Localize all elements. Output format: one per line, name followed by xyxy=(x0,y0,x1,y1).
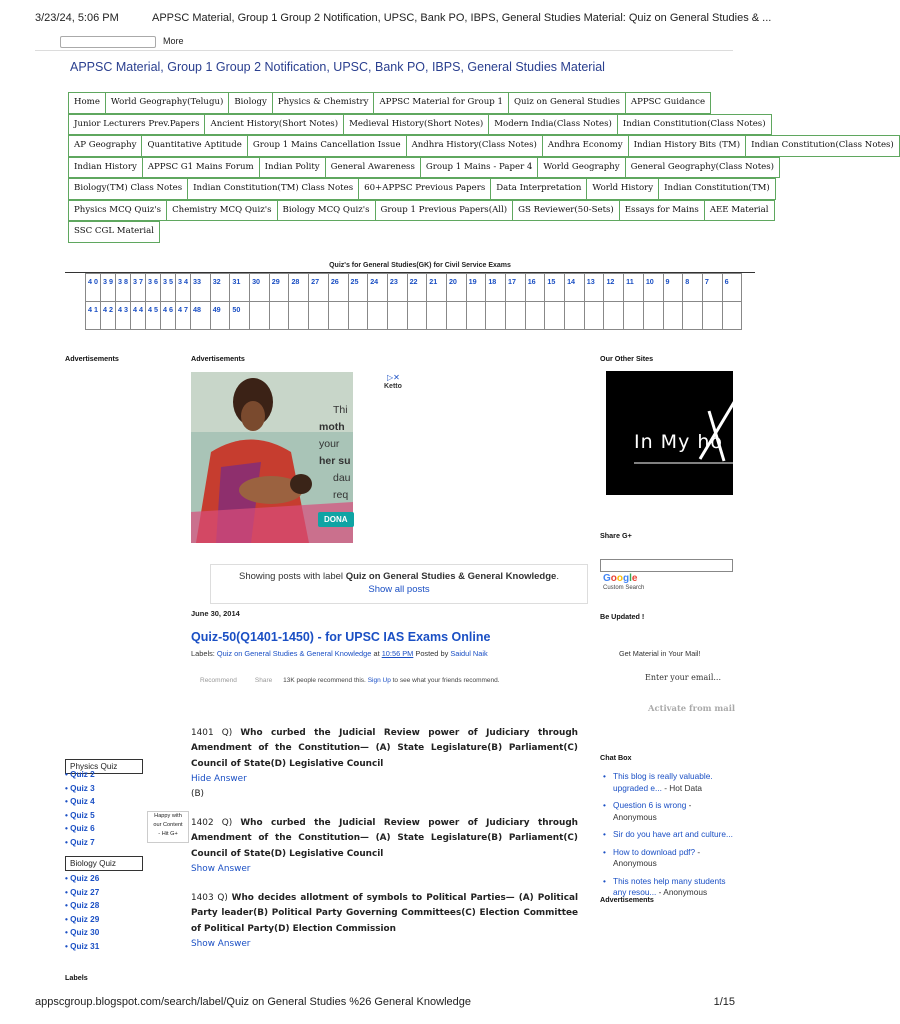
page-tab[interactable]: World Geography(Telugu) xyxy=(105,92,228,114)
in-my-home-logo[interactable] xyxy=(606,371,733,495)
quiz-grid-cell[interactable]: 4 4 xyxy=(131,302,146,330)
quiz-grid-cell xyxy=(309,302,329,330)
quiz-link[interactable]: • Quiz 5 xyxy=(65,811,95,825)
google-logo: Google xyxy=(603,573,638,584)
quiz-grid-cell[interactable]: 20 xyxy=(446,274,466,302)
quiz-grid-cell[interactable]: 24 xyxy=(368,274,388,302)
page-tab[interactable]: Chemistry MCQ Quiz's xyxy=(166,200,276,222)
page-tab[interactable]: Junior Lecturers Prev.Papers xyxy=(68,114,204,136)
quiz-link[interactable]: • Quiz 6 xyxy=(65,824,95,838)
quiz-grid-cell xyxy=(348,302,368,330)
chat-item xyxy=(600,847,733,870)
chat-message-link[interactable]: This notes help many students any resou... xyxy=(613,875,726,897)
page-tab[interactable]: SSC CGL Material xyxy=(68,221,160,243)
quiz-grid-cell[interactable]: 3 6 xyxy=(146,274,161,302)
center-ads-heading: Advertisements xyxy=(191,354,245,363)
quiz-link[interactable]: • Quiz 2 xyxy=(65,770,95,784)
recommend-bar xyxy=(200,677,500,684)
quiz-link[interactable]: • Quiz 7 xyxy=(65,838,95,852)
happy-line: Happy with xyxy=(154,813,182,819)
page-tab[interactable]: Home xyxy=(68,92,105,114)
biology-quiz-list xyxy=(65,874,99,956)
question-item xyxy=(191,726,578,802)
tab-row xyxy=(68,178,770,200)
email-input[interactable]: Enter your email... xyxy=(645,673,721,682)
quiz-grid-cell[interactable]: 3 9 xyxy=(101,274,116,302)
quiz-grid-cell xyxy=(407,302,427,330)
quiz-grid-cell[interactable]: 12 xyxy=(604,274,624,302)
page-tab[interactable]: Indian Polity xyxy=(259,157,325,179)
quiz-grid-cell[interactable]: 13 xyxy=(584,274,604,302)
quiz-grid-cell xyxy=(427,302,447,330)
question-number: 1401 Q) xyxy=(191,728,233,738)
tab-row xyxy=(68,157,775,179)
quiz-grid-cell xyxy=(269,302,289,330)
chat-item xyxy=(600,829,733,841)
post-title[interactable]: Quiz-50(Q1401-1450) - for UPSC IAS Exams Online xyxy=(191,630,491,644)
ad-text-line: Thi xyxy=(333,404,348,416)
quiz-grid-cell[interactable]: 18 xyxy=(486,274,506,302)
quiz-grid-cell[interactable]: 48 xyxy=(191,302,211,330)
chat-message-link[interactable]: Sir do you have art and culture... xyxy=(613,829,733,839)
print-url: appscgroup.blogspot.com/search/label/Quiz on General Studies %26 General Knowledge xyxy=(35,996,471,1008)
page-tab[interactable]: Biology MCQ Quiz's xyxy=(277,200,375,222)
label-filter-box xyxy=(210,564,588,604)
recommend-count: 13K people recommend this. xyxy=(283,677,366,684)
quiz-grid-cell[interactable]: 4 5 xyxy=(146,302,161,330)
page-tab[interactable]: Physics MCQ Quiz's xyxy=(68,200,166,222)
custom-search-input[interactable] xyxy=(600,559,733,572)
print-footer xyxy=(0,996,768,1012)
chat-item xyxy=(600,800,733,823)
quiz-grid-cell xyxy=(722,302,742,330)
question-number: 1403 Q) xyxy=(191,893,228,903)
post-labels xyxy=(191,649,488,658)
quiz-grid-cell[interactable]: 11 xyxy=(624,274,644,302)
quiz-grid-cell[interactable]: 17 xyxy=(506,274,526,302)
quiz-link[interactable]: • Quiz 26 xyxy=(65,874,99,888)
quiz-grid-cell xyxy=(604,302,624,330)
be-updated-heading: Be Updated ! xyxy=(600,612,645,621)
blogger-navbar xyxy=(35,33,733,51)
quiz-grid-cell xyxy=(506,302,526,330)
post-date: June 30, 2014 xyxy=(191,609,240,618)
activate-button[interactable]: Activate from mail xyxy=(648,703,736,713)
page-tab[interactable]: Indian Constitution(Class Notes) xyxy=(617,114,772,136)
quiz-grid-cell[interactable]: 30 xyxy=(250,274,270,302)
quiz-link[interactable]: • Quiz 27 xyxy=(65,888,99,902)
quiz-grid-cell[interactable]: 16 xyxy=(525,274,545,302)
ad-donate-button[interactable]: DONA xyxy=(318,512,354,527)
quiz-grid-cell[interactable]: 3 7 xyxy=(131,274,146,302)
quiz-grid-cell[interactable]: 9 xyxy=(663,274,683,302)
page-tab[interactable]: World History xyxy=(586,178,658,200)
quiz-grid-cell[interactable]: 31 xyxy=(230,274,250,302)
ad-banner[interactable] xyxy=(191,372,409,543)
question-item xyxy=(191,891,578,952)
page-tab[interactable]: APPSC Guidance xyxy=(625,92,711,114)
page-tab[interactable]: Quiz on General Studies xyxy=(508,92,625,114)
happy-line: our Content xyxy=(153,822,183,828)
quiz-grid-cell[interactable]: 10 xyxy=(643,274,663,302)
recommend-button[interactable]: Recommend xyxy=(200,677,237,684)
left-ads-heading: Advertisements xyxy=(65,354,119,363)
page-tab[interactable]: Indian History Bits (TM) xyxy=(628,135,745,157)
quiz-grid-cell[interactable]: 23 xyxy=(387,274,407,302)
question-text: Who curbed the Judicial Review power of Judiciary through Amendment of the Constitution— (A) State Legislature(B) Parliament(C) Council of State(D) Legislative Council xyxy=(191,818,579,859)
page-tab[interactable]: Group 1 Previous Papers(All) xyxy=(375,200,513,222)
chat-list xyxy=(600,771,733,905)
quiz-grid-cell[interactable]: 49 xyxy=(210,302,230,330)
page-tab[interactable]: Andhra History(Class Notes) xyxy=(406,135,542,157)
quiz-grid-cell xyxy=(663,302,683,330)
other-sites-heading: Our Other Sites xyxy=(600,354,654,363)
ad-text-line: moth xyxy=(319,421,345,433)
happy-gplus-widget[interactable] xyxy=(147,811,189,843)
question-text: Who decides allotment of symbols to Political Parties— (A) Political Party leader(B) Political Party Governing Committees(C) Election Committee of Political Party(D) Election Commission xyxy=(191,893,579,934)
ad-photo xyxy=(191,372,409,543)
print-title: APPSC Material, Group 1 Group 2 Notification, UPSC, Bank PO, IBPS, General Studies Material: Quiz on General Studies & ... xyxy=(152,12,772,24)
quiz-grid-cell xyxy=(525,302,545,330)
show-answer-button[interactable]: Show Answer xyxy=(191,938,251,949)
quiz-grid-cell xyxy=(250,302,270,330)
quiz-grid-cell xyxy=(368,302,388,330)
page-tab[interactable]: General Awareness xyxy=(325,157,420,179)
quiz-grid-cell[interactable]: 22 xyxy=(407,274,427,302)
right-ads-heading: Advertisements xyxy=(600,895,654,904)
quiz-grid-cell[interactable]: 26 xyxy=(328,274,348,302)
ad-sponsor-label: Ketto xyxy=(384,383,402,390)
quiz-grid-cell[interactable]: 4 6 xyxy=(161,302,176,330)
page-tabs xyxy=(68,92,894,242)
question-answer: (B) xyxy=(191,789,205,800)
quiz-grid-cell[interactable]: 3 5 xyxy=(161,274,176,302)
page-tab[interactable]: Ancient History(Short Notes) xyxy=(204,114,343,136)
page-tab[interactable]: General Geography(Class Notes) xyxy=(625,157,780,179)
page-tab[interactable]: Biology xyxy=(228,92,272,114)
page-tab[interactable]: Indian History xyxy=(68,157,142,179)
quiz-link[interactable]: • Quiz 28 xyxy=(65,901,99,915)
chat-author: - Hot Data xyxy=(664,782,703,793)
question-text: Who curbed the Judicial Review power of Judiciary through Amendment of the Constitution— (A) State Legislature(B) Parliament(C) Council of State(D) Legislative Council xyxy=(191,728,579,769)
quiz-grid-cell xyxy=(387,302,407,330)
quiz-grid-cell xyxy=(486,302,506,330)
quiz-grid-cell[interactable]: 28 xyxy=(289,274,309,302)
quiz-grid-cell[interactable]: 25 xyxy=(348,274,368,302)
quiz-grid-cell[interactable]: 19 xyxy=(466,274,486,302)
quiz-grid-cell[interactable]: 8 xyxy=(683,274,703,302)
share-button[interactable]: Share xyxy=(254,677,273,684)
navbar-more-link[interactable]: More xyxy=(163,36,184,46)
page-tab[interactable]: APPSC G1 Mains Forum xyxy=(142,157,259,179)
quiz-link[interactable]: • Quiz 31 xyxy=(65,942,99,956)
chat-author: - Anonymous xyxy=(658,887,708,897)
blog-title[interactable]: APPSC Material, Group 1 Group 2 Notification, UPSC, Bank PO, IBPS, General Studies Material xyxy=(70,60,605,74)
page-tab[interactable]: World Geography xyxy=(537,157,624,179)
page-tab[interactable]: GS Reviewer(50-Sets) xyxy=(512,200,619,222)
page-tab[interactable]: Indian Constitution(TM) Class Notes xyxy=(187,178,358,200)
quiz-grid-table xyxy=(85,273,742,330)
label-filter-text xyxy=(211,571,587,582)
page-tab[interactable]: Indian Constitution(TM) xyxy=(658,178,776,200)
label-prefix: Showing posts with label xyxy=(239,571,344,582)
quiz-grid-cell[interactable]: 29 xyxy=(269,274,289,302)
chat-message-link[interactable]: Question 6 is wrong xyxy=(613,800,687,810)
page-tab[interactable]: Essays for Mains xyxy=(619,200,704,222)
page-tab[interactable]: Group 1 Mains Cancellation Issue xyxy=(247,135,406,157)
biology-quiz-heading: Biology Quiz xyxy=(65,856,143,871)
biology-list-clip xyxy=(65,874,155,954)
post-time-link[interactable]: 10:56 PM xyxy=(381,649,414,658)
print-page: 1/15 xyxy=(713,996,735,1008)
ad-text-line: req xyxy=(333,489,349,501)
post-author-link[interactable]: Saidul Naik xyxy=(450,649,488,658)
quiz-grid-cell[interactable]: 27 xyxy=(309,274,329,302)
print-header xyxy=(0,12,772,28)
quiz-grid-cell xyxy=(466,302,486,330)
quiz-grid-cell xyxy=(328,302,348,330)
navbar-search-input[interactable] xyxy=(60,36,156,48)
question-number: 1402 Q) xyxy=(191,818,233,828)
custom-search-label: Custom Search xyxy=(603,585,645,591)
tab-row xyxy=(68,135,894,157)
quiz-grid-cell xyxy=(565,302,585,330)
tab-row xyxy=(68,221,733,243)
physics-quiz-heading: Physics Quiz xyxy=(65,759,143,774)
physics-quiz-list xyxy=(65,770,95,852)
quiz-grid-cell xyxy=(584,302,604,330)
page-tab[interactable]: AP Geography xyxy=(68,135,141,157)
quiz-grid-cell xyxy=(624,302,644,330)
page-tab[interactable]: Data Interpretation xyxy=(490,178,586,200)
ad-text-line: dau xyxy=(333,472,351,484)
chat-box-heading: Chat Box xyxy=(600,753,632,762)
tab-row xyxy=(68,114,766,136)
quiz-grid-cell[interactable]: 14 xyxy=(565,274,585,302)
page-tab[interactable]: AEE Material xyxy=(704,200,775,222)
quiz-grid-cell[interactable]: 7 xyxy=(702,274,722,302)
label-suffix: . xyxy=(556,571,559,582)
quiz-grid-cell[interactable]: 3 8 xyxy=(116,274,131,302)
quiz-grid-cell xyxy=(446,302,466,330)
chat-message-link[interactable]: This blog is really valuable. upgraded e... xyxy=(613,771,713,793)
page-tab[interactable]: Medieval History(Short Notes) xyxy=(343,114,488,136)
tab-row xyxy=(68,200,769,222)
page-tab[interactable]: APPSC Material for Group 1 xyxy=(373,92,507,114)
page-tab[interactable]: Andhra Economy xyxy=(542,135,628,157)
quiz-grid-cell[interactable]: 4 1 xyxy=(86,302,101,330)
hide-answer-button[interactable]: Hide Answer xyxy=(191,773,247,784)
ad-text xyxy=(319,402,351,504)
quiz-grid-cell[interactable]: 6 xyxy=(722,274,742,302)
quiz-grid-row xyxy=(86,302,742,330)
happy-line: - Hit G+ xyxy=(158,831,178,837)
chat-author: - Anonymous xyxy=(613,800,692,822)
chat-author: - Anonymous xyxy=(613,846,701,868)
labels-prefix: Labels: xyxy=(191,649,215,658)
quiz-grid xyxy=(85,259,733,332)
quiz-link[interactable]: • Quiz 3 xyxy=(65,784,95,798)
post-at: at xyxy=(373,649,380,658)
page-tab[interactable]: Quantitative Aptitude xyxy=(141,135,246,157)
label-name: Quiz on General Studies & General Knowledge xyxy=(345,571,557,582)
show-all-posts-link[interactable]: Show all posts xyxy=(368,584,430,595)
chat-message-link[interactable]: How to download pdf? xyxy=(613,846,696,857)
chat-item xyxy=(600,771,733,794)
quiz-grid-cell xyxy=(289,302,309,330)
page-tab[interactable]: Modern India(Class Notes) xyxy=(488,114,617,136)
ad-text-line: her su xyxy=(319,455,351,467)
page-tab[interactable]: Group 1 Mains - Paper 4 xyxy=(420,157,538,179)
page-tab[interactable]: Biology(TM) Class Notes xyxy=(68,178,187,200)
posted-by: Posted by xyxy=(415,649,449,658)
quiz-grid-cell[interactable]: 33 xyxy=(191,274,211,302)
quiz-grid-cell[interactable]: 50 xyxy=(230,302,250,330)
page-tab[interactable]: 60+APPSC Previous Papers xyxy=(358,178,490,200)
quiz-link[interactable]: • Quiz 29 xyxy=(65,915,99,929)
tab-row xyxy=(68,92,733,114)
show-answer-button[interactable]: Show Answer xyxy=(191,863,251,874)
page-tab[interactable]: Physics & Chemistry xyxy=(272,92,374,114)
quiz-grid-cell xyxy=(683,302,703,330)
quiz-grid-title: Quiz's for General Studies(GK) for Civil Service Exams xyxy=(65,259,755,273)
quiz-grid-cell[interactable]: 15 xyxy=(545,274,565,302)
quiz-grid-cell xyxy=(702,302,722,330)
quiz-grid-cell[interactable]: 4 0 xyxy=(86,274,101,302)
ad-choices-icon[interactable]: ▷✕ xyxy=(387,373,400,382)
quiz-grid-row xyxy=(86,274,742,302)
quiz-grid-cell[interactable]: 4 2 xyxy=(101,302,116,330)
print-date: 3/23/24, 5:06 PM xyxy=(35,12,119,24)
quiz-link[interactable]: • Quiz 30 xyxy=(65,928,99,942)
quiz-grid-cell[interactable]: 32 xyxy=(210,274,230,302)
quiz-grid-cell[interactable]: 3 4 xyxy=(176,274,191,302)
sign-up-link[interactable]: Sign Up xyxy=(367,677,391,684)
quiz-grid-cell xyxy=(545,302,565,330)
page-tab[interactable]: Indian Constitution(Class Notes) xyxy=(745,135,900,157)
share-heading: Share G+ xyxy=(600,531,632,540)
mail-heading: Get Material in Your Mail! xyxy=(619,649,701,658)
ad-text-line: your xyxy=(319,438,340,450)
labels-heading: Labels xyxy=(65,973,88,982)
quiz-grid-cell[interactable]: 4 3 xyxy=(116,302,131,330)
question-item xyxy=(191,816,578,877)
quiz-grid-cell xyxy=(643,302,663,330)
post-label-link[interactable]: Quiz on General Studies & General Knowledge xyxy=(216,649,372,658)
quiz-grid-cell[interactable]: 21 xyxy=(427,274,447,302)
logo-text: In My ho xyxy=(634,431,724,453)
recommend-note: to see what your friends recommend. xyxy=(392,677,500,684)
quiz-grid-cell[interactable]: 4 7 xyxy=(176,302,191,330)
quiz-link[interactable]: • Quiz 4 xyxy=(65,797,95,811)
